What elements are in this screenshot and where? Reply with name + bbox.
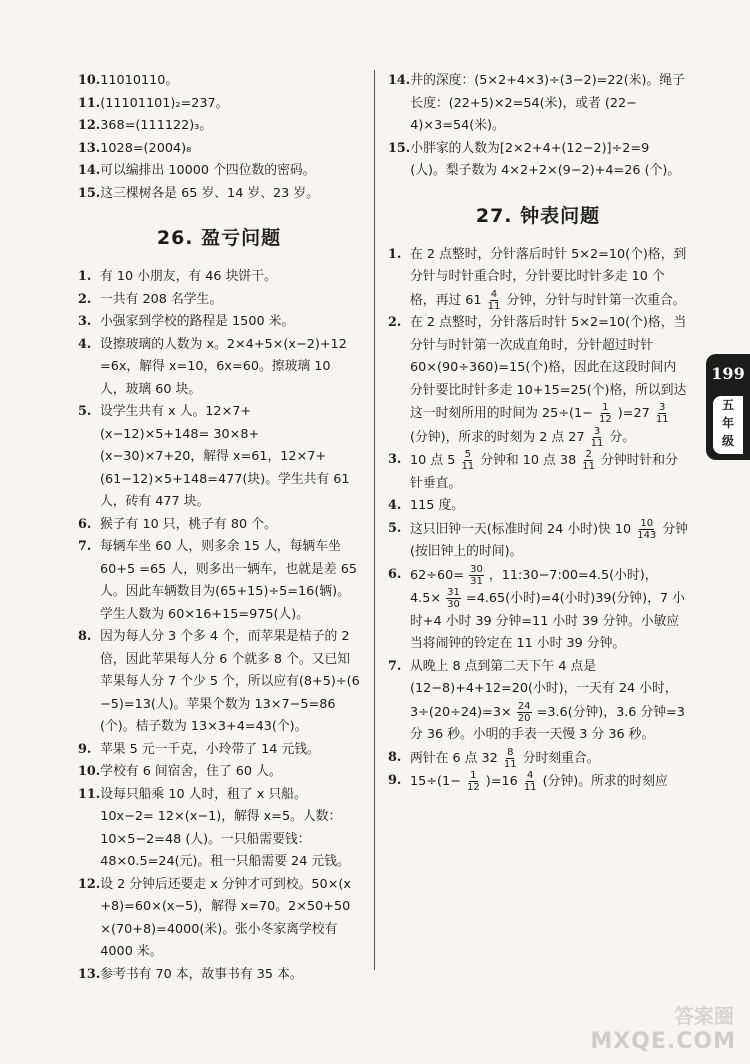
item-number: 9. [78, 741, 92, 757]
item-number: 15. [78, 185, 101, 201]
item-text: 设擦玻璃的人数为 x。2×4+5×(x−2)+12 =6x，解得 x=10，6x=60。擦玻璃 10 人，玻璃 60 块。 [100, 336, 347, 397]
list-item [78, 115, 360, 138]
item-text: 11010110。 [100, 73, 179, 88]
item-text: 368=(111122)₃。 [100, 118, 213, 133]
list-item [78, 514, 360, 537]
list-item [78, 874, 360, 964]
item-number: 12. [78, 876, 101, 892]
fraction: $\frac{10}{143}$ [637, 517, 657, 541]
list-item [78, 70, 360, 93]
item-text: 一共有 208 名学生。 [100, 291, 223, 307]
item-number: 5. [78, 404, 92, 419]
list-item [78, 138, 360, 161]
item-number: 6. [78, 516, 92, 532]
list-item: 6. 62÷60= $\frac{30}{31}$ ，11:30−7:00=4.5(小时)，4.5× $\frac{31}{30}$ =4.65(小时)=4(小时)39(分钟)，7 小时+4 小时 39 分钟=11 小时 39 分钟。小敏应当将闹钟的铃定在 11 小时 39 分钟。 [388, 563, 685, 651]
item-text: 设学生共有 x 人。12×7+(x−12)×5+148= 30×8+(x−30)×7+20，解得 x=61，12×7+ (61−12)×5+148=477(块)。学生共有 61 人，砖有 477 块。 [100, 404, 350, 509]
list-item [388, 70, 688, 138]
fraction: $\frac{4}{11}$ [487, 288, 501, 312]
list-item: 8. 两针在 6 点 32 $\frac{8}{11}$ 分时刻重合。 [388, 746, 600, 770]
fraction: $\frac{1}{12}$ [598, 402, 612, 425]
item-text: 苹果 5 元一千克，小玲带了 14 元钱。 [100, 741, 320, 757]
section-26-list [78, 266, 360, 986]
left-top-list [78, 70, 360, 205]
right-top-list [388, 70, 688, 183]
item-number: 14. [78, 163, 101, 178]
item-number: 4. [78, 336, 92, 352]
item-number: 1. [78, 269, 92, 284]
item-number: 8. [78, 629, 92, 644]
list-item [78, 401, 360, 514]
list-item [78, 334, 360, 402]
item-text: 设每只船乘 10 人时，租了 x 只船。10x−2= 12×(x−1)，解得 x=5。人数：10×5−2=48 (人)。一只船需要钱：48×0.5=24(元)。租一只船需要 24 元钱。 [100, 786, 350, 869]
page-side-tab [706, 354, 750, 460]
item-text: 小胖家的人数为[2×2+4+(12−2)]÷2=9 (人)。梨子数为 4×2+2×(9−2)+4=26 (个)。 [410, 140, 681, 178]
left-column [78, 70, 360, 986]
item-number: 11. [78, 95, 101, 111]
item-text: 参考书有 70 本，故事书有 35 本。 [100, 966, 303, 982]
list-item [78, 761, 360, 784]
list-item: 5. 这只旧钟一天(标准时间 24 小时)快 10 $\frac{10}{143}$ 分钟(按旧钟上的时间)。 [388, 517, 688, 559]
fraction: $\frac{5}{11}$ [461, 449, 475, 472]
fraction: $\frac{8}{11}$ [503, 746, 517, 770]
list-item [78, 964, 360, 987]
column-divider [374, 70, 375, 970]
fraction: $\frac{24}{20}$ [517, 700, 531, 724]
page-number: 199 [711, 364, 745, 383]
item-number: 10. [78, 764, 101, 779]
fraction: $\frac{2}{11}$ [582, 449, 596, 472]
fraction: $\frac{30}{31}$ [470, 563, 483, 587]
item-text: 猴子有 10 只，桃子有 80 个。 [100, 516, 277, 532]
item-text: 因为每人分 3 个多 4 个，而苹果是桔子的 2 倍，因此苹果每人分 6 个就多 8 个。又已知苹果每人分 7 个少 5 个，所以应有(8+5)÷(6 −5)=13(人)。苹果个数为 13×7−5=86 (个)。桔子数为 13×3+4=43(个)。 [100, 629, 360, 734]
list-item [78, 93, 360, 116]
list-item [78, 626, 360, 739]
list-item: 7. 从晚上 8 点到第二天下午 4 点是(12−8)+4+12=20(小时)，一天有 24 小时，3÷(20÷24)=3× $\frac{24}{20}$ =3.6(分钟)，3.6 分钟=3 分 36 秒。小明的手表一天慢 3 分 36 秒。 [388, 658, 685, 742]
item-number: 14. [388, 73, 411, 88]
list-item [78, 784, 360, 874]
item-number: 2. [78, 291, 92, 307]
section-27-title: 27. 钟表问题 [475, 204, 601, 227]
item-text: 有 10 小朋友，有 46 块饼干。 [100, 269, 277, 284]
item-text: 小强家到学校的路程是 1500 米。 [100, 314, 295, 329]
watermark-logo: 答案圈 [674, 1004, 734, 1028]
fraction: $\frac{3}{11}$ [655, 402, 669, 425]
list-item [388, 138, 688, 183]
item-number: 3. [78, 314, 92, 329]
item-text: 学校有 6 间宿舍，住了 60 人。 [100, 764, 282, 779]
fraction: $\frac{3}{11}$ [590, 425, 604, 449]
list-item [78, 536, 360, 626]
item-number: 10. [78, 73, 101, 88]
item-number: 13. [78, 140, 101, 156]
item-text: 每辆车坐 60 人，则多余 15 人，每辆车坐 60+5 =65 人，则多出一辆车，也就是差 65 人。因此车辆数目为(65+15)÷5=16(辆)。学生人数为 60×16+15=975(人)。 [100, 539, 357, 622]
watermark-site: MXQE.COM [590, 1029, 736, 1054]
list-item [78, 289, 360, 312]
list-item [78, 160, 360, 183]
item-text: 1028=(2004)₈ [100, 140, 192, 156]
fraction: $\frac{4}{11}$ [523, 770, 537, 793]
list-item [78, 739, 360, 762]
item-number: 12. [78, 118, 101, 133]
list-item [78, 266, 360, 289]
list-item: 4. 115 度。 [388, 498, 465, 513]
list-item [78, 311, 360, 334]
item-number: 13. [78, 966, 101, 982]
list-item: 2. 在 2 点整时，分针落后时针 5×2=10(个)格，当分针与时针第一次成直角时，分针超过时针 60×(90÷360)=15(个)格，因此在这段时间内分针要比时针多走 10+15=25(个)格，所以到达这一时刻所用的时间为 25÷(1− $\frac{1}{12}$ )=27 $\frac{3}{11}$ (分钟)，所求的时刻为 2 点 27 $\frac{3}{11}$ 分。 [388, 315, 687, 449]
list-item: 3. 10 点 5 $\frac{5}{11}$ 分钟和 10 点 38 $\frac{2}{11}$ 分钟时针和分针垂直。 [388, 449, 678, 491]
section-26-title: 26. 盈亏问题 [156, 227, 282, 249]
list-item: 9. 15÷(1− $\frac{1}{12}$ )=16 $\frac{4}{11}$ (分钟)。所求的时刻应 [388, 770, 668, 793]
item-number: 15. [388, 140, 411, 156]
fraction: $\frac{31}{30}$ [447, 587, 460, 610]
grade-label: 五 年 级 [713, 396, 743, 454]
item-number: 7. [78, 539, 92, 554]
item-text: 设 2 分钟后还要走 x 分钟才可到校。50×(x +8)=60×(x−5)，解得 x=70。2×50+50 ×(70+8)=4000(米)。张小冬家离学校有 4000 米。 [100, 876, 351, 959]
list-item [78, 183, 360, 206]
item-text: 井的深度：(5×2+4×3)÷(3−2)=22(米)。绳子长度：(22+5)×2=54(米)，或者 (22− 4)×3=54(米)。 [410, 73, 685, 133]
right-column [388, 70, 688, 794]
item-number: 11. [78, 786, 101, 802]
list-item: 1. 在 2 点整时，分针落后时针 5×2=10(个)格，到分针与时针重合时，分针要比时针多走 10 个格，再过 61 $\frac{4}{11}$ 分钟，分针与时针第一次重合。 [388, 246, 687, 312]
item-text: 可以编排出 10000 个四位数的密码。 [100, 163, 316, 178]
fraction: $\frac{1}{12}$ [466, 770, 480, 793]
watermark [590, 1000, 742, 1060]
item-text: 这三棵树各是 65 岁、14 岁、23 岁。 [100, 185, 319, 201]
item-text: (11101101)₂=237。 [100, 95, 229, 111]
